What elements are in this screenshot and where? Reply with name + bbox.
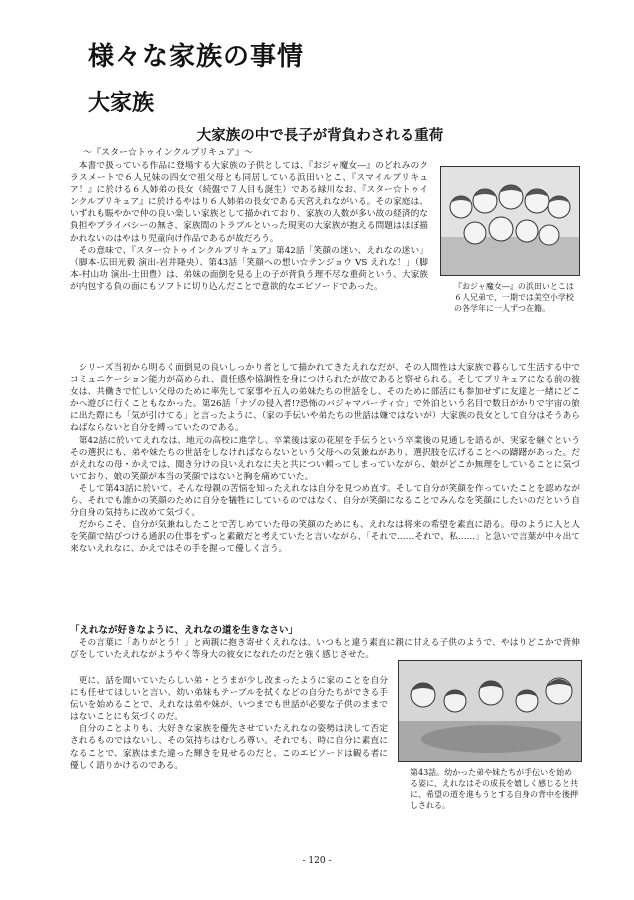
body-paragraph: 更に、話を聞いていたらしい弟・とうまが少し改まったように家のことを自分にも任せてほしいと言い、幼い弟妹もテーブルを拭くなどの自分たちができる手伝いを始めることで、えれなは弟や妹が、いつまでも世話が必要な子供のままではないことにも気づくのだ。 (70, 676, 388, 723)
body-paragraph: そして第43話に於いて、そんな母親の苦悩を知ったえれなは自分を見つめ直す。そして自分が笑顔を作っていたことを認めながら、それでも誰かの笑顔のために自分を犠牲にしているのではなく、自分が笑顔になることでみんなを笑顔にしたいのだという自分自身の気持ちに改めて気づく。 (70, 483, 580, 519)
body-paragraph: だからこそ、自分が気兼ねしたことで苦しめていた母の笑顔のためにも、えれなは将来の希望を素直に語る。母のように人と人を笑顔で結びつける通訳の仕事をずっと素敵だと考えていたと言いながら、「それで……それで、私……」と急いで言葉が中々出て来ないえれなに、かえではその手を握って優しく言う。 (70, 520, 580, 555)
body-paragraph: 自分のことよりも、大好きな家族を優先させていたえれなの姿勢は決して否定されるものではないし、その気持ちはむしろ尊い。それでも、時に自分に素直になることで、家族はまた違った輝きを見せるのだと、このエピソードは観る者に優しく語りかけるのである。 (70, 724, 389, 771)
figure-caption: 第43話。幼かった弟や妹たちが手伝いを始める姿に、えれなはその成長を嬉しく感じると共に、希望の道を進もうとする自身の背中を後押しされる。 (410, 768, 578, 810)
section-title: 大家族 (88, 91, 155, 116)
body-paragraph: その言葉に「ありがとう！」と両親に抱き寄せくえれなは、いつもと違う素直に親に甘える子供のようで、やはりどこかで背伸びをしていたえれながようやく等身大の彼女になれたのだと強く感じさせた。 (70, 638, 580, 661)
article-subtitle: ～『スター☆トゥインクルプリキュア』～ (83, 148, 253, 158)
chapter-title: 様々な家族の事情 (88, 42, 305, 72)
anime-illustration (441, 167, 579, 275)
article-title: 大家族の中で長子が背負わされる重荷 (196, 128, 444, 144)
quote-followup (70, 637, 580, 661)
figure-erena-family (398, 660, 580, 811)
body-paragraph: シリーズ当初から明るく面倒見の良いしっかり者として描かれてきたえれなだが、その人間性は大家族で暮らして生活する中でコミュニケーション能力が高められ、責任感や協調性を身につけられたが故であると察せられる。そしてプリキュアになる前の彼女は、共働きで忙しい父母のために率先して家事や五人の弟妹たちの世話をし、そのために部活にも参加せずに友達と一緒にどこかへ遊びに行くこともなかった。第26話「ナゾの侵入者!?恐怖のバジャマパーティ☆」で外泊という名目で数日がかりで宇宙の旅に出た際にも「気が引けてる」と言ったように、（家の手伝いや弟たちの世話は嫌ではないが）大家族の長女として自分はそうあらねばならないと自分を縛っていたのである。 (70, 363, 580, 434)
figure-image (398, 660, 582, 762)
figure-image (440, 166, 580, 276)
closing-column (70, 675, 388, 772)
intro-paragraph: その意味で、『スター☆トゥインクルプリキュア』第42話「笑顔の迷い、えれなの迷い」（脚本-広田光毅 演出-岩井隆央）、第43話「笑顔への想い☆テンジョウ VS えれな！」（脚本-村山功 演出-土田豊）は、弟妹の面倒を見る上の子が背負う理不尽な重荷という、大家族が内包する負の面にもソフトに切り込んだことで意欲的なエピソードであった。 (70, 245, 428, 292)
intro-paragraph: 本書で扱っている作品に登場する大家族の子供としては、『おジャ魔女―』のどれみのクラスメートで６人兄妹の四女で祖父母とも同居している浜田いとこ、『スマイルプリキュア！』に於ける６人姉弟の長女（続盤で７人目も誕生）である緑川なお、『スター☆トゥインクルプリキュア』に於けるやはり６人姉弟の長女である天宮えれながいる。その家庭は、いずれも賑やかで仲の良い楽しい家族として描かれており、家族の人数が多い故の経済的な負担やプライバシーの無さ、家族間のトラブルといった現実の大家族が抱える問題はほぼ描かれないのはやはり児童向け作品であるが故だろう。 (70, 161, 428, 244)
anime-illustration (399, 661, 581, 761)
body-paragraph: 第42話に於いてえれなは、地元の高校に進学し、卒業後は家の花屋を手伝うという卒業後の見通しを語るが、実家を継ぐというその選択にも、弟や妹たちの世話をしなければならないという父母への気兼ねがあり、選択肢を広げることへの躊躇があった。だがえれなの母・かえでは、聞き分けの良いえれなに夫と共につい頼ってしまっていながら、娘がどこか無理をしていることに気づいており、娘の笑顔が本当の笑顔ではないと胸を痛めていた。 (70, 435, 580, 482)
intro-column (70, 160, 428, 293)
figure-hamada-family (440, 166, 578, 314)
page-number: - 120 - (302, 856, 332, 866)
quote-heading: 「えれなが好きなように、えれなの道を生きなさい」 (70, 625, 299, 636)
figure-caption: 『おジャ魔女―』の浜田いとこは６人兄弟で、一期では美空小学校の各学年に一人ずつ在籍。 (454, 282, 574, 313)
main-text (70, 362, 580, 556)
